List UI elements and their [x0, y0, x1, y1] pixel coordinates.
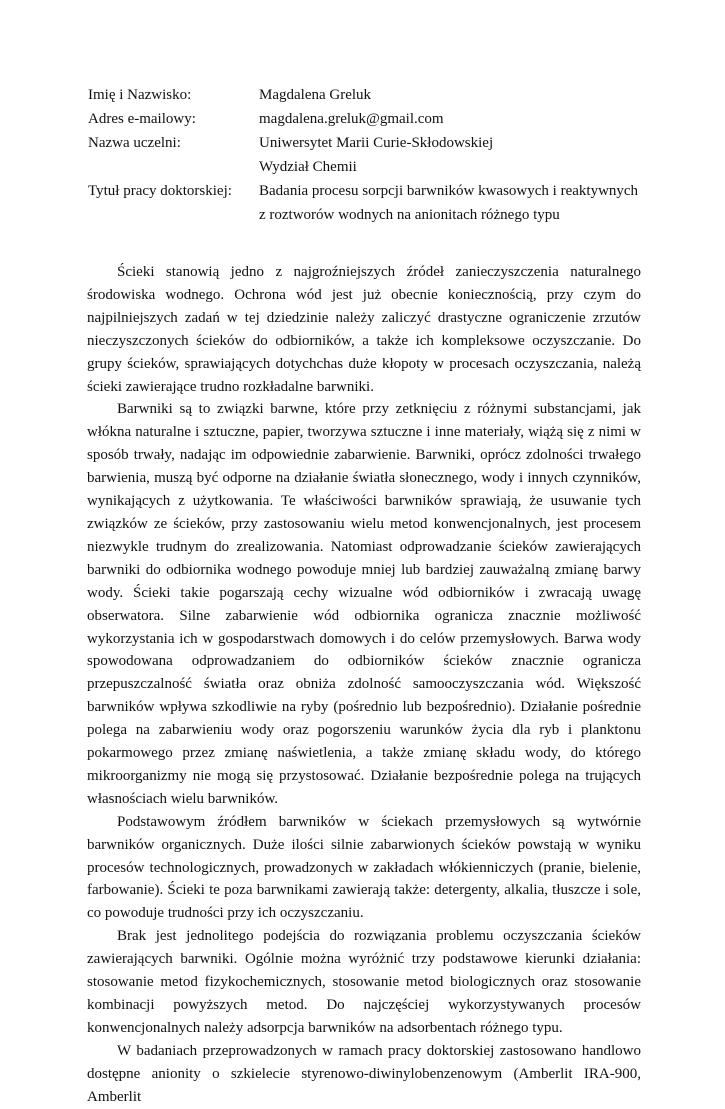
name-label: Imię i Nazwisko:	[88, 87, 192, 103]
university-label: Nazwa uczelni:	[88, 135, 181, 151]
thesis-label: Tytuł pracy doktorskiej:	[88, 183, 232, 199]
header-info	[88, 83, 648, 227]
university-value: Uniwersytet Marii Curie-Skłodowskiej	[259, 135, 494, 151]
body-text	[87, 261, 641, 1109]
name-value: Magdalena Greluk	[259, 87, 372, 103]
thesis-title-line1: Badania procesu sorpcji barwników kwasowych i reaktywnych	[259, 183, 639, 199]
thesis-row-continued	[88, 203, 648, 227]
paragraph-4: Brak jest jednolitego podejścia do rozwiązania problemu oczyszczania ścieków zawierających barwniki. Ogólnie można wyróżnić trzy podstawowe kierunki działania: stosowanie metod fizykochemicznych, stosowanie metod biologicznych oraz stosowanie kombinacji powyższych metod. Do najczęściej wykorzystywanych procesów konwencjonalnych należy adsorpcja barwników na adsorbentach różnego typu.	[87, 928, 641, 1036]
paragraph-5: W badaniach przeprowadzonych w ramach pracy doktorskiej zastosowano handlowo dostępne anionity o szkielecie styrenowo-diwinylobenzenowym (Amberlit IRA-900, Amberlit	[87, 1042, 641, 1105]
email-label: Adres e-mailowy:	[88, 111, 196, 127]
paragraph-2: Barwniki są to związki barwne, które przy zetknięciu z różnymi substancjami, jak włókna naturalne i sztuczne, papier, tworzywa sztuczne i inne materiały, wiążą się z nimi w sposób trwały, nadając im odpowiednie zabarwienie. Barwniki, oprócz zdolności trwałego barwienia, muszą być odporne na działanie światła słonecznego, wody i innych czynników, wynikających z użytkowania. Te właściwości barwników sprawiają, że usuwanie tych związków ze ścieków, przy zastosowaniu wielu metod konwencjonalnych, jest procesem niezwykle trudnym do zrealizowania. Natomiast odprowadzanie ścieków zawierających barwniki do odbiornika wodnego powoduje mniej lub bardziej zauważalną zmianę barwy wody. Ścieki takie pogarszają cechy wizualne wód odbiorników i zwracają uwagę obserwatora. Silne zabarwienie wód odbiornika ogranicza znacznie możliwość wykorzystania ich w gospodarstwach domowych i do celów przemysłowych. Barwa wody spowodowana odprowadzaniem do odbiorników ścieków znacznie ogranicza przepuszczalność światła oraz obniża zdolność samooczyszczania wód. Większość barwników wpływa szkodliwie na ryby (pośrednio lub bezpośrednio). Działanie pośrednie polega na zabarwieniu wody oraz pogorszeniu warunków życia dla ryb i planktonu pokarmowego przez zmianę naświetlenia, a także zmianę składu wody, do którego mikroorganizmy nie mogą się przystosować. Działanie bezpośrednie polega na trujących własnościach wielu barwników.	[87, 401, 641, 807]
faculty-value: Wydział Chemii	[259, 159, 357, 175]
email-row	[88, 107, 648, 131]
paragraph-3: Podstawowym źródłem barwników w ściekach przemysłowych są wytwórnie barwników organicznych. Duże ilości silnie zabarwionych ścieków powstają w wyniku procesów technologicznych, prowadzonych w zakładach włókienniczych (pranie, bielenie, farbowanie). Ścieki te poza barwnikami zawierają także: detergenty, alkalia, tłuszcze i sole, co powoduje trudności przy ich oczyszczaniu.	[87, 813, 641, 922]
name-row	[88, 83, 648, 107]
email-value: magdalena.greluk@gmail.com	[259, 111, 444, 127]
university-row	[88, 131, 648, 155]
paragraph-1: Ścieki stanowią jedno z najgroźniejszych źródeł zanieczyszczenia naturalnego środowiska wodnego. Ochrona wód jest już obecnie koniecznością, przy czym do najpilniejszych zadań w tej dziedzinie należy zaliczyć drastyczne ograniczenie zrzutów nieczyszczonych ścieków do odbiorników, a także ich kompleksowe oczyszczanie. Do grupy ścieków, sprawiających dotychchas duże kłopoty w procesach oczyszczania, należą ścieki zawierające trudno rozkładalne barwniki.	[87, 264, 641, 395]
thesis-row	[88, 179, 648, 203]
faculty-row	[88, 155, 648, 179]
thesis-title-line2: z roztworów wodnych na anionitach różnego typu	[259, 207, 560, 223]
